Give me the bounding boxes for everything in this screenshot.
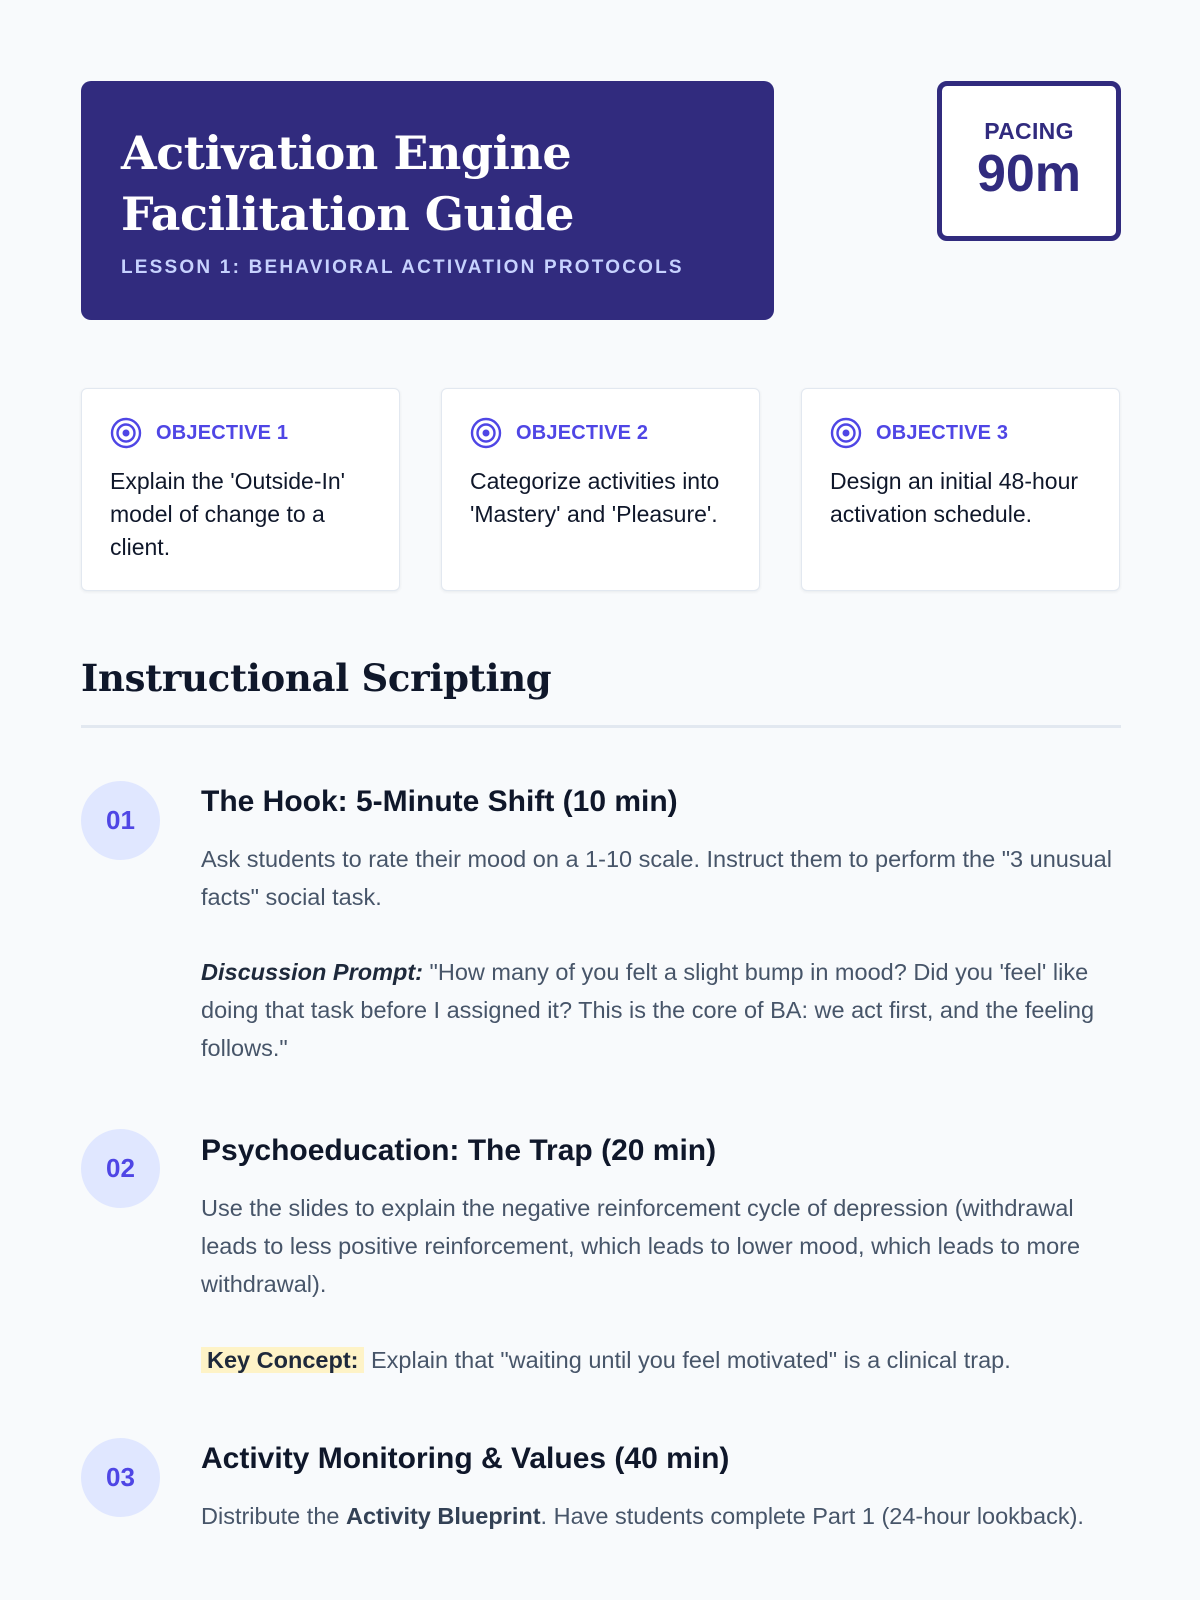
step-title: The Hook: 5-Minute Shift (10 min): [201, 785, 678, 818]
pacing-value: 90m: [976, 145, 1082, 203]
key-concept-label: Key Concept:: [201, 1347, 364, 1373]
objective-label: OBJECTIVE 1: [156, 421, 289, 444]
target-icon: [830, 417, 862, 449]
page-title: [121, 123, 734, 245]
objective-text: Design an initial 48-hour activation schedule.: [830, 468, 1079, 527]
step-number: 03: [81, 1438, 160, 1517]
objective-text: Categorize activities into 'Mastery' and 'Pleasure'.: [470, 468, 720, 527]
header-banner: [81, 81, 774, 320]
step-text: [201, 1497, 1121, 1535]
step-2: [201, 1133, 1121, 1379]
prompt-label: Discussion Prompt:: [201, 959, 423, 985]
step-text: Ask students to rate their mood on a 1-10 scale. Instruct them to perform the "3 unusual facts" social task.: [201, 846, 1112, 910]
key-concept-text: Explain that "waiting until you feel motivated" is a clinical trap.: [364, 1347, 1011, 1373]
target-icon: [470, 417, 502, 449]
step-title: Psychoeducation: The Trap (20 min): [201, 1134, 717, 1167]
step-1: [201, 784, 1121, 1067]
target-icon: [110, 417, 142, 449]
objective-label: OBJECTIVE 2: [516, 421, 649, 444]
objective-card-2: [441, 388, 760, 591]
key-concept: [201, 1341, 1121, 1379]
activity-blueprint-term: Activity Blueprint: [345, 1503, 541, 1529]
pacing-label: PACING: [984, 118, 1074, 144]
step-number: 02: [81, 1129, 160, 1208]
title-line-1: Activation Engine: [121, 126, 572, 180]
discussion-prompt: [201, 953, 1121, 1067]
objective-text: Explain the 'Outside-In' model of change to a client.: [110, 468, 346, 560]
prompt-text: "How many of you felt a slight bump in mood? Did you 'feel' like doing that task before I assigned it? This is the core of BA: we act first, and the feeling follows.": [201, 959, 1095, 1061]
objective-card-1: [81, 388, 400, 591]
section-title: Instructional Scripting: [81, 656, 1121, 728]
objective-label: OBJECTIVE 3: [876, 421, 1009, 444]
step-title: Activity Monitoring & Values (40 min): [201, 1442, 730, 1475]
step-3: [201, 1441, 1121, 1535]
title-line-2: Facilitation Guide: [121, 187, 574, 241]
step-number: 01: [81, 781, 160, 860]
step-text-before: Distribute the: [201, 1503, 346, 1529]
lesson-subtitle: LESSON 1: BEHAVIORAL ACTIVATION PROTOCOLS: [121, 257, 684, 278]
objective-card-3: [801, 388, 1120, 591]
step-text-after: . Have students complete Part 1 (24-hour lookback).: [540, 1503, 1084, 1529]
pacing-badge: [937, 81, 1121, 241]
step-text: Use the slides to explain the negative reinforcement cycle of depression (withdrawal leads to less positive reinforcement, which leads to lower mood, which leads to more withdrawal).: [201, 1195, 1081, 1297]
